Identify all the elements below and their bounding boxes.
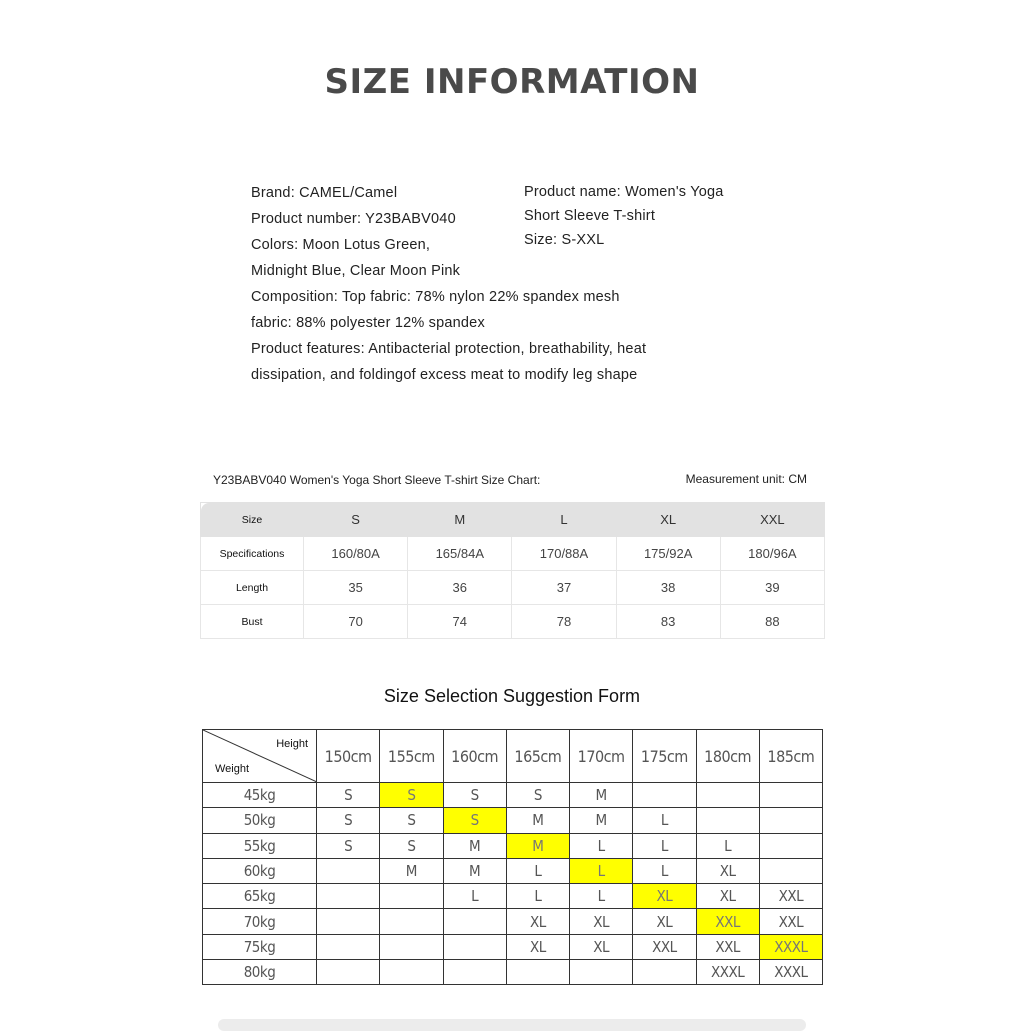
measurement-unit: Measurement unit: CM: [685, 472, 807, 486]
table-cell: 180/96A: [720, 537, 824, 571]
table-row: [203, 909, 823, 934]
page-title: SIZE INFORMATION: [324, 62, 700, 102]
recommended-size-cell: XXL: [696, 909, 759, 934]
weight-cell: 45kg: [203, 783, 317, 808]
size-chart-header-row: [201, 503, 825, 537]
size-chart-caption: Y23BABV040 Women's Yoga Short Sleeve T-shirt Size Chart:: [213, 473, 541, 487]
height-label: Height: [276, 738, 308, 750]
recommended-size-cell: M: [506, 833, 569, 858]
size-cell: XXL: [696, 934, 759, 959]
product-info-right: [524, 180, 784, 252]
table-cell: 39: [720, 571, 824, 605]
size-header-cell: XXL: [720, 503, 824, 537]
weight-cell: 60kg: [203, 858, 317, 883]
info-line: Product features: Antibacterial protection, breathability, heat: [251, 341, 647, 357]
size-cell: [696, 808, 759, 833]
size-cell: M: [443, 858, 506, 883]
table-row: [203, 960, 823, 985]
weight-cell: 50kg: [203, 808, 317, 833]
size-cell: L: [506, 858, 569, 883]
suggestion-form-title: Size Selection Suggestion Form: [383, 686, 641, 706]
size-cell: XL: [570, 934, 633, 959]
table-cell: 170/88A: [512, 537, 616, 571]
table-cell: 160/80A: [304, 537, 408, 571]
table-row: [203, 858, 823, 883]
size-cell: [317, 934, 380, 959]
info-line: Colors: Moon Lotus Green,: [251, 237, 431, 253]
weight-cell: 75kg: [203, 934, 317, 959]
size-chart-table: [200, 502, 825, 639]
size-cell: [506, 960, 569, 985]
size-cell: L: [570, 833, 633, 858]
table-cell: 74: [408, 605, 512, 639]
table-row: [201, 571, 825, 605]
info-line: Product name: Women's Yoga: [524, 184, 724, 200]
table-row: [203, 934, 823, 959]
size-cell: [570, 960, 633, 985]
table-cell: 88: [720, 605, 824, 639]
size-header-cell: S: [304, 503, 408, 537]
size-cell: [759, 783, 822, 808]
size-cell: XXL: [633, 934, 696, 959]
size-cell: [633, 960, 696, 985]
size-cell: XXXL: [696, 960, 759, 985]
height-header-cell: 185cm: [759, 730, 822, 783]
table-row: [201, 537, 825, 571]
corner-cell: [203, 730, 317, 783]
weight-cell: 80kg: [203, 960, 317, 985]
recommended-size-cell: L: [570, 858, 633, 883]
height-header-cell: 175cm: [633, 730, 696, 783]
size-cell: [380, 909, 443, 934]
info-line: Size: S-XXL: [524, 232, 605, 248]
size-cell: S: [317, 783, 380, 808]
height-header-cell: 160cm: [443, 730, 506, 783]
size-cell: [380, 934, 443, 959]
table-row: [203, 833, 823, 858]
size-cell: S: [380, 808, 443, 833]
size-cell: M: [506, 808, 569, 833]
weight-cell: 65kg: [203, 884, 317, 909]
info-line: Midnight Blue, Clear Moon Pink: [251, 263, 461, 279]
size-cell: S: [506, 783, 569, 808]
info-line: Brand: CAMEL/Camel: [251, 185, 398, 201]
height-header-cell: 150cm: [317, 730, 380, 783]
size-cell: S: [317, 808, 380, 833]
recommended-size-cell: S: [380, 783, 443, 808]
size-cell: XL: [696, 858, 759, 883]
table-cell: 83: [616, 605, 720, 639]
table-cell: 36: [408, 571, 512, 605]
row-label: Length: [201, 571, 304, 605]
size-cell: [317, 884, 380, 909]
size-cell: [759, 858, 822, 883]
info-line: fabric: 88% polyester 12% spandex: [251, 315, 485, 331]
weight-cell: 55kg: [203, 833, 317, 858]
info-line: Short Sleeve T-shirt: [524, 208, 656, 224]
size-cell: L: [633, 808, 696, 833]
height-header-cell: 180cm: [696, 730, 759, 783]
size-cell: S: [317, 833, 380, 858]
size-cell: [443, 960, 506, 985]
table-row: [203, 884, 823, 909]
size-cell: [443, 909, 506, 934]
size-cell: [317, 858, 380, 883]
table-cell: 78: [512, 605, 616, 639]
size-cell: XL: [506, 909, 569, 934]
size-header-cell: XL: [616, 503, 720, 537]
size-cell: M: [570, 783, 633, 808]
weight-label: Weight: [215, 763, 250, 775]
table-cell: 37: [512, 571, 616, 605]
table-cell: 35: [304, 571, 408, 605]
size-cell: M: [380, 858, 443, 883]
size-cell: M: [443, 833, 506, 858]
table-row: [203, 808, 823, 833]
size-suggestion-table: [202, 729, 823, 985]
size-cell: L: [443, 884, 506, 909]
size-cell: XL: [506, 934, 569, 959]
table-cell: 175/92A: [616, 537, 720, 571]
height-header-row: [203, 730, 823, 783]
size-cell: L: [506, 884, 569, 909]
size-cell: S: [380, 833, 443, 858]
size-cell: [317, 909, 380, 934]
size-column-header: Size: [201, 503, 304, 537]
recommended-size-cell: XL: [633, 884, 696, 909]
size-cell: XL: [570, 909, 633, 934]
size-cell: [696, 783, 759, 808]
bottom-bar: [218, 1019, 806, 1031]
size-cell: XL: [696, 884, 759, 909]
size-cell: [759, 808, 822, 833]
weight-cell: 70kg: [203, 909, 317, 934]
size-cell: L: [570, 884, 633, 909]
size-cell: [380, 960, 443, 985]
size-cell: XXL: [759, 884, 822, 909]
size-cell: XXL: [759, 909, 822, 934]
size-cell: XL: [633, 909, 696, 934]
recommended-size-cell: S: [443, 808, 506, 833]
height-header-cell: 170cm: [570, 730, 633, 783]
table-cell: 38: [616, 571, 720, 605]
size-cell: [759, 833, 822, 858]
size-cell: S: [443, 783, 506, 808]
size-cell: [380, 884, 443, 909]
size-header-cell: L: [512, 503, 616, 537]
table-row: [203, 783, 823, 808]
recommended-size-cell: XXXL: [759, 934, 822, 959]
row-label: Specifications: [201, 537, 304, 571]
size-cell: M: [570, 808, 633, 833]
info-line: Composition: Top fabric: 78% nylon 22% spandex mesh: [251, 289, 620, 305]
size-cell: L: [696, 833, 759, 858]
table-cell: 70: [304, 605, 408, 639]
height-header-cell: 155cm: [380, 730, 443, 783]
size-cell: [443, 934, 506, 959]
info-line: dissipation, and foldingof excess meat to modify leg shape: [251, 367, 638, 383]
size-cell: XXXL: [759, 960, 822, 985]
size-cell: [317, 960, 380, 985]
size-cell: [633, 783, 696, 808]
info-line: Product number: Y23BABV040: [251, 211, 456, 227]
height-header-cell: 165cm: [506, 730, 569, 783]
row-label: Bust: [201, 605, 304, 639]
table-cell: 165/84A: [408, 537, 512, 571]
size-header-cell: M: [408, 503, 512, 537]
size-cell: L: [633, 858, 696, 883]
table-row: [201, 605, 825, 639]
size-cell: L: [633, 833, 696, 858]
